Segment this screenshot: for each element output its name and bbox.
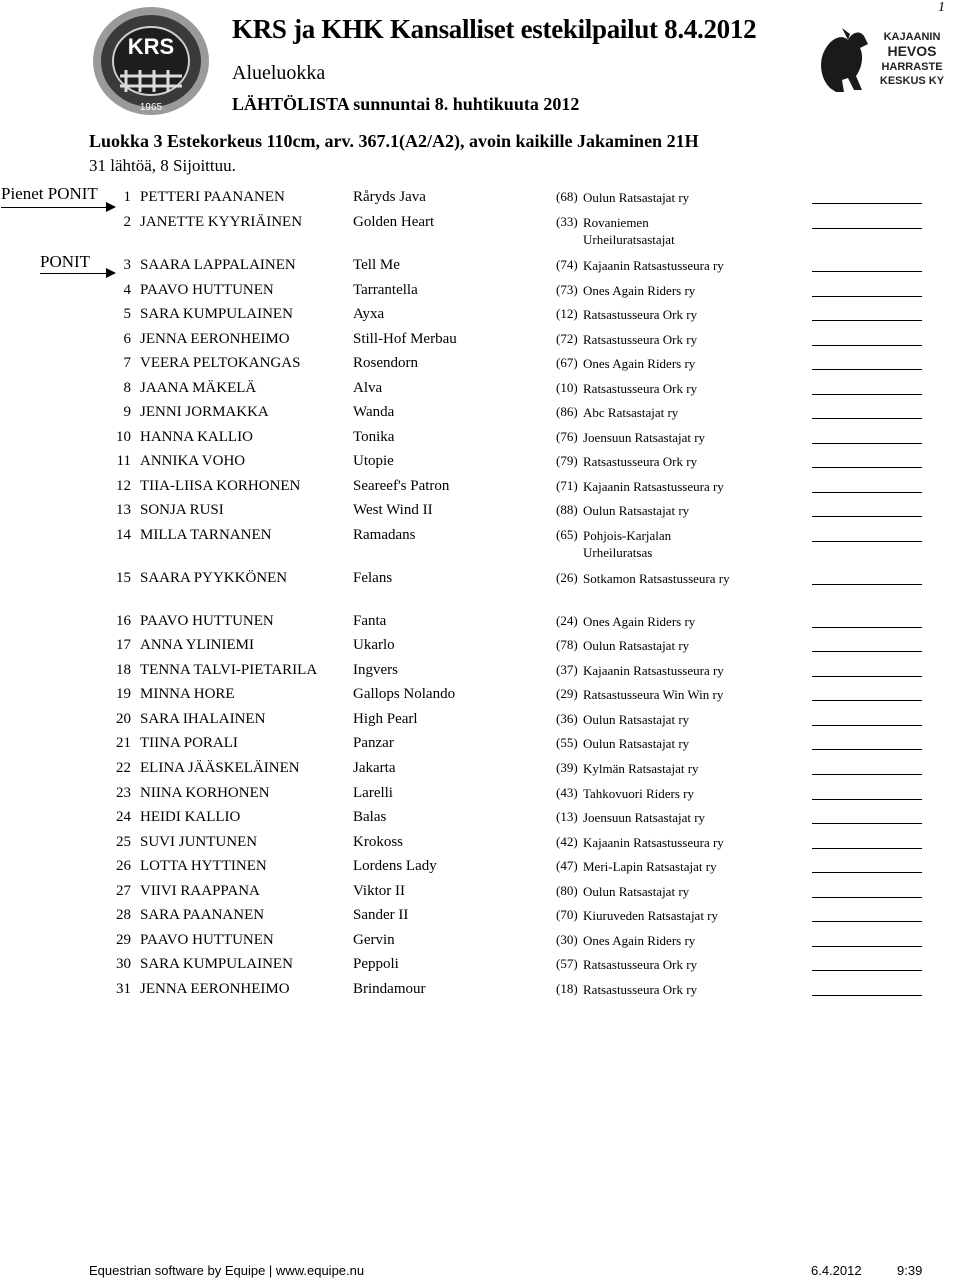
club-code: (72) — [556, 331, 578, 346]
horse-name: Panzar — [353, 735, 394, 751]
club-name: Ones Again Riders ry — [583, 614, 696, 629]
signature-line — [812, 799, 922, 800]
rider-name: SARA IHALAINEN — [140, 711, 266, 727]
club-code: (80) — [556, 883, 578, 898]
page-subtitle: Alueluokka — [232, 62, 326, 84]
signature-line — [812, 541, 922, 542]
club-name: Oulun Ratsastajat ry — [583, 638, 690, 653]
horse-name: Viktor II — [353, 883, 406, 899]
horse-name: Fanta — [353, 613, 387, 629]
club-name: Meri-Lapin Ratsastajat ry — [583, 859, 717, 874]
signature-line — [812, 627, 922, 628]
table-row — [0, 981, 960, 1005]
logo-line-1: KAJAANIN — [883, 31, 941, 43]
table-row — [0, 355, 960, 379]
signature-line — [812, 848, 922, 849]
club-code: (13) — [556, 809, 578, 824]
table-row — [0, 429, 960, 453]
club-name: Ratsastusseura Ork ry — [583, 982, 698, 997]
horse-name: Krokoss — [353, 834, 404, 850]
club-name: Joensuun Ratsastajat ry — [583, 430, 706, 445]
rider-name: JANETTE KYYRIÄINEN — [140, 214, 303, 230]
rider-name: VIIVI RAAPPANA — [140, 883, 260, 899]
table-row — [0, 662, 960, 686]
signature-line — [812, 394, 922, 395]
signature-line — [812, 584, 922, 585]
signature-line — [812, 492, 922, 493]
club-name: Ratsastusseura Win Win ry — [583, 687, 724, 702]
club-code: (76) — [556, 429, 578, 444]
rider-name: PAAVO HUTTUNEN — [140, 932, 274, 948]
rider-name: LOTTA HYTTINEN — [140, 858, 267, 874]
club-code: (39) — [556, 760, 578, 775]
rider-name: SARA KUMPULAINEN — [140, 306, 293, 322]
table-row — [0, 570, 960, 594]
rider-name: JENNI JORMAKKA — [140, 404, 269, 420]
table-row — [0, 502, 960, 526]
start-number: 26 — [116, 858, 131, 874]
club-name: Oulun Ratsastajat ry — [583, 736, 690, 751]
section-label-ponit: PONIT — [40, 252, 91, 271]
horse-name: Felans — [353, 570, 393, 586]
signature-line — [812, 946, 922, 947]
rider-name: PETTERI PAANANEN — [140, 189, 285, 205]
signature-line — [812, 228, 922, 229]
rider-name: SAARA PYYKKÖNEN — [140, 570, 288, 586]
club-name: Tahkovuori Riders ry — [583, 786, 695, 801]
table-row — [0, 809, 960, 833]
krs-logo-year: 1965 — [139, 102, 163, 113]
start-number: 14 — [116, 527, 131, 543]
club-code: (57) — [556, 956, 578, 971]
horse-name: Jakarta — [353, 760, 396, 776]
rider-name: MINNA HORE — [140, 686, 235, 702]
signature-line — [812, 725, 922, 726]
rider-name: VEERA PELTOKANGAS — [140, 355, 301, 371]
horse-name: West Wind II — [353, 502, 433, 518]
table-row — [0, 907, 960, 931]
signature-line — [812, 774, 922, 775]
club-code: (30) — [556, 932, 578, 947]
page-title: KRS ja KHK Kansalliset estekilpailut 8.4.2012 — [232, 14, 757, 44]
horse-name: Ukarlo — [353, 637, 395, 653]
start-number: 17 — [116, 637, 131, 653]
table-row — [0, 613, 960, 637]
horse-name: Rosendorn — [353, 355, 418, 371]
start-number: 3 — [123, 257, 131, 273]
signature-line — [812, 516, 922, 517]
horse-name: Ingvers — [353, 662, 398, 678]
start-number: 18 — [116, 662, 131, 678]
horse-name: Seareef's Patron — [353, 478, 450, 494]
class-description: Luokka 3 Estekorkeus 110cm, arv. 367.1(A2/A2), avoin kaikille Jakaminen 21H — [89, 131, 699, 151]
horse-name: Golden Heart — [353, 214, 435, 230]
footer-date: 6.4.2012 — [811, 1263, 862, 1278]
table-row — [0, 637, 960, 661]
start-number: 8 — [123, 380, 131, 396]
club-code: (33) — [556, 214, 578, 229]
horse-name: Tarrantella — [353, 282, 418, 298]
rider-name: HEIDI KALLIO — [140, 809, 241, 825]
start-number: 10 — [116, 429, 131, 445]
rider-name: SARA PAANANEN — [140, 907, 265, 923]
table-row — [0, 711, 960, 735]
krs-logo — [90, 4, 212, 118]
start-number: 2 — [123, 214, 131, 230]
club-name: Kylmän Ratsastajat ry — [583, 761, 699, 776]
rider-name: TIINA PORALI — [140, 735, 238, 751]
club-name: Ratsastusseura Ork ry — [583, 332, 698, 347]
club-code: (37) — [556, 662, 578, 677]
club-name: Ratsastusseura Ork ry — [583, 381, 698, 396]
club-code: (73) — [556, 282, 578, 297]
signature-line — [812, 921, 922, 922]
horse-name: High Pearl — [353, 711, 418, 727]
horse-name: Ramadans — [353, 527, 416, 543]
club-code: (47) — [556, 858, 578, 873]
rider-name: ELINA JÄÄSKELÄINEN — [140, 760, 300, 776]
horse-name: Brindamour — [353, 981, 426, 997]
signature-line — [812, 872, 922, 873]
rider-name: TENNA TALVI-PIETARILA — [140, 662, 318, 678]
signature-line — [812, 897, 922, 898]
table-row — [0, 527, 960, 560]
start-number: 15 — [116, 570, 131, 586]
horse-name: Råryds Java — [353, 189, 426, 205]
start-number: 11 — [116, 453, 131, 469]
logo-line-2: HEVOS — [887, 43, 937, 59]
club-code: (86) — [556, 404, 578, 419]
club-name: Kajaanin Ratsastusseura ry — [583, 479, 724, 494]
table-row — [0, 404, 960, 428]
signature-line — [812, 651, 922, 652]
signature-line — [812, 443, 922, 444]
club-name: Oulun Ratsastajat ry — [583, 712, 690, 727]
signature-line — [812, 296, 922, 297]
horse-name: Lordens Lady — [353, 858, 437, 874]
horse-name: Utopie — [353, 453, 394, 469]
start-number: 22 — [116, 760, 131, 776]
table-row — [0, 306, 960, 330]
club-code: (65) — [556, 527, 578, 542]
horse-name: Balas — [353, 809, 387, 825]
rider-name: PAAVO HUTTUNEN — [140, 282, 274, 298]
horse-name: Alva — [353, 380, 383, 396]
signature-line — [812, 749, 922, 750]
logo-line-4: KESKUS KY — [879, 75, 945, 87]
kajaanin-hevos-logo — [812, 18, 956, 100]
table-row — [0, 735, 960, 759]
signature-line — [812, 676, 922, 677]
table-row — [0, 478, 960, 502]
rider-name: SARA KUMPULAINEN — [140, 956, 293, 972]
club-code: (70) — [556, 907, 578, 922]
signature-line — [812, 823, 922, 824]
club-name: Kajaanin Ratsastusseura ry — [583, 663, 724, 678]
club-code: (55) — [556, 735, 578, 750]
signature-line — [812, 700, 922, 701]
table-row — [0, 189, 960, 213]
club-code: (43) — [556, 785, 578, 800]
table-row — [0, 785, 960, 809]
horse-name: Tonika — [353, 429, 395, 445]
table-row — [0, 760, 960, 784]
start-number: 1 — [123, 189, 131, 205]
club-name: Ones Again Riders ry — [583, 933, 696, 948]
signature-line — [812, 369, 922, 370]
signature-line — [812, 320, 922, 321]
club-code: (74) — [556, 257, 578, 272]
table-row — [0, 380, 960, 404]
rider-name: HANNA KALLIO — [140, 429, 253, 445]
club-code: (36) — [556, 711, 578, 726]
table-row — [0, 834, 960, 858]
rider-name: JENNA EERONHEIMO — [140, 331, 290, 347]
club-name: Kajaanin Ratsastusseura ry — [583, 835, 724, 850]
horse-name: Gallops Nolando — [353, 686, 456, 702]
start-number: 4 — [123, 282, 131, 298]
start-number: 21 — [116, 735, 131, 751]
club-code: (68) — [556, 189, 578, 204]
club-name: Ratsastusseura Ork ry — [583, 957, 698, 972]
club-code: (26) — [556, 570, 578, 585]
horse-name: Wanda — [353, 404, 395, 420]
table-row — [0, 858, 960, 882]
start-number: 7 — [123, 355, 131, 371]
start-number: 19 — [116, 686, 131, 702]
start-number: 27 — [116, 883, 131, 899]
start-number: 28 — [116, 907, 131, 923]
rider-name: MILLA TARNANEN — [140, 527, 272, 543]
footer-software: Equestrian software by Equipe | www.equipe.nu — [89, 1263, 365, 1278]
start-number: 31 — [116, 981, 131, 997]
signature-line — [812, 970, 922, 971]
table-row — [0, 686, 960, 710]
start-number: 6 — [123, 331, 131, 347]
rider-name: PAAVO HUTTUNEN — [140, 613, 274, 629]
club-code: (42) — [556, 834, 578, 849]
signature-line — [812, 345, 922, 346]
start-number: 20 — [116, 711, 131, 727]
start-number: 29 — [116, 932, 131, 948]
table-row — [0, 257, 960, 281]
table-row — [0, 956, 960, 980]
club-code: (18) — [556, 981, 578, 996]
club-code: (29) — [556, 686, 578, 701]
club-code: (71) — [556, 478, 578, 493]
horse-name: Ayxa — [353, 306, 385, 322]
signature-line — [812, 467, 922, 468]
rider-name: JAANA MÄKELÄ — [140, 380, 257, 396]
club-name: Abc Ratsastajat ry — [583, 405, 679, 420]
rider-name: ANNA YLINIEMI — [140, 637, 255, 653]
club-code: (24) — [556, 613, 578, 628]
club-name: Joensuun Ratsastajat ry — [583, 810, 706, 825]
club-name: Kajaanin Ratsastusseura ry — [583, 258, 724, 273]
logo-line-3: HARRASTE — [881, 61, 943, 73]
start-number: 9 — [123, 404, 131, 420]
page-number: 1 — [938, 0, 945, 15]
club-code: (88) — [556, 502, 578, 517]
club-code: (12) — [556, 306, 578, 321]
club-name: Pohjois-Karjalan Urheiluratsas — [583, 528, 672, 560]
club-name: Sotkamon Ratsastusseura ry — [583, 571, 730, 586]
club-name: Ratsastusseura Ork ry — [583, 454, 698, 469]
rider-name: NIINA KORHONEN — [140, 785, 270, 801]
footer-time: 9:39 — [897, 1263, 923, 1278]
horse-name: Gervin — [353, 932, 395, 948]
rider-name: ANNIKA VOHO — [140, 453, 246, 469]
signature-line — [812, 203, 922, 204]
club-code: (79) — [556, 453, 578, 468]
club-name: Oulun Ratsastajat ry — [583, 503, 690, 518]
club-code: (78) — [556, 637, 578, 652]
rider-name: SAARA LAPPALAINEN — [140, 257, 296, 273]
table-row — [0, 331, 960, 355]
table-row — [0, 214, 960, 247]
start-number: 5 — [123, 306, 131, 322]
start-number: 24 — [116, 809, 131, 825]
start-number: 23 — [116, 785, 131, 801]
start-number: 30 — [116, 956, 131, 972]
horse-name: Sander II — [353, 907, 409, 923]
startlist-heading: LÄHTÖLISTA sunnuntai 8. huhtikuuta 2012 — [232, 94, 580, 114]
start-number: 13 — [116, 502, 131, 518]
club-name: Ones Again Riders ry — [583, 283, 696, 298]
rider-name: SONJA RUSI — [140, 502, 224, 518]
club-name: Ones Again Riders ry — [583, 356, 696, 371]
signature-line — [812, 271, 922, 272]
rider-name: TIIA-LIISA KORHONEN — [140, 478, 301, 494]
club-name: Kiuruveden Ratsastajat ry — [583, 908, 719, 923]
table-row — [0, 453, 960, 477]
table-row — [0, 883, 960, 907]
table-row — [0, 282, 960, 306]
start-number: 12 — [116, 478, 131, 494]
section-label-pienet-ponit: Pienet PONIT — [1, 184, 98, 203]
start-number: 16 — [116, 613, 131, 629]
rider-name: SUVI JUNTUNEN — [140, 834, 258, 850]
club-code: (67) — [556, 355, 578, 370]
krs-logo-text: KRS — [127, 34, 175, 59]
horse-name: Tell Me — [353, 257, 400, 273]
start-number: 25 — [116, 834, 131, 850]
signature-line — [812, 418, 922, 419]
club-name: Oulun Ratsastajat ry — [583, 884, 690, 899]
table-row — [0, 932, 960, 956]
club-name: Rovaniemen Urheiluratsastajat — [583, 215, 675, 247]
club-code: (10) — [556, 380, 578, 395]
starts-summary: 31 lähtöä, 8 Sijoittuu. — [89, 156, 236, 175]
horse-name: Still-Hof Merbau — [353, 331, 457, 347]
horse-name: Larelli — [353, 785, 393, 801]
rider-name: JENNA EERONHEIMO — [140, 981, 290, 997]
signature-line — [812, 995, 922, 996]
club-name: Oulun Ratsastajat ry — [583, 190, 690, 205]
horse-name: Peppoli — [353, 956, 399, 972]
club-name: Ratsastusseura Ork ry — [583, 307, 698, 322]
